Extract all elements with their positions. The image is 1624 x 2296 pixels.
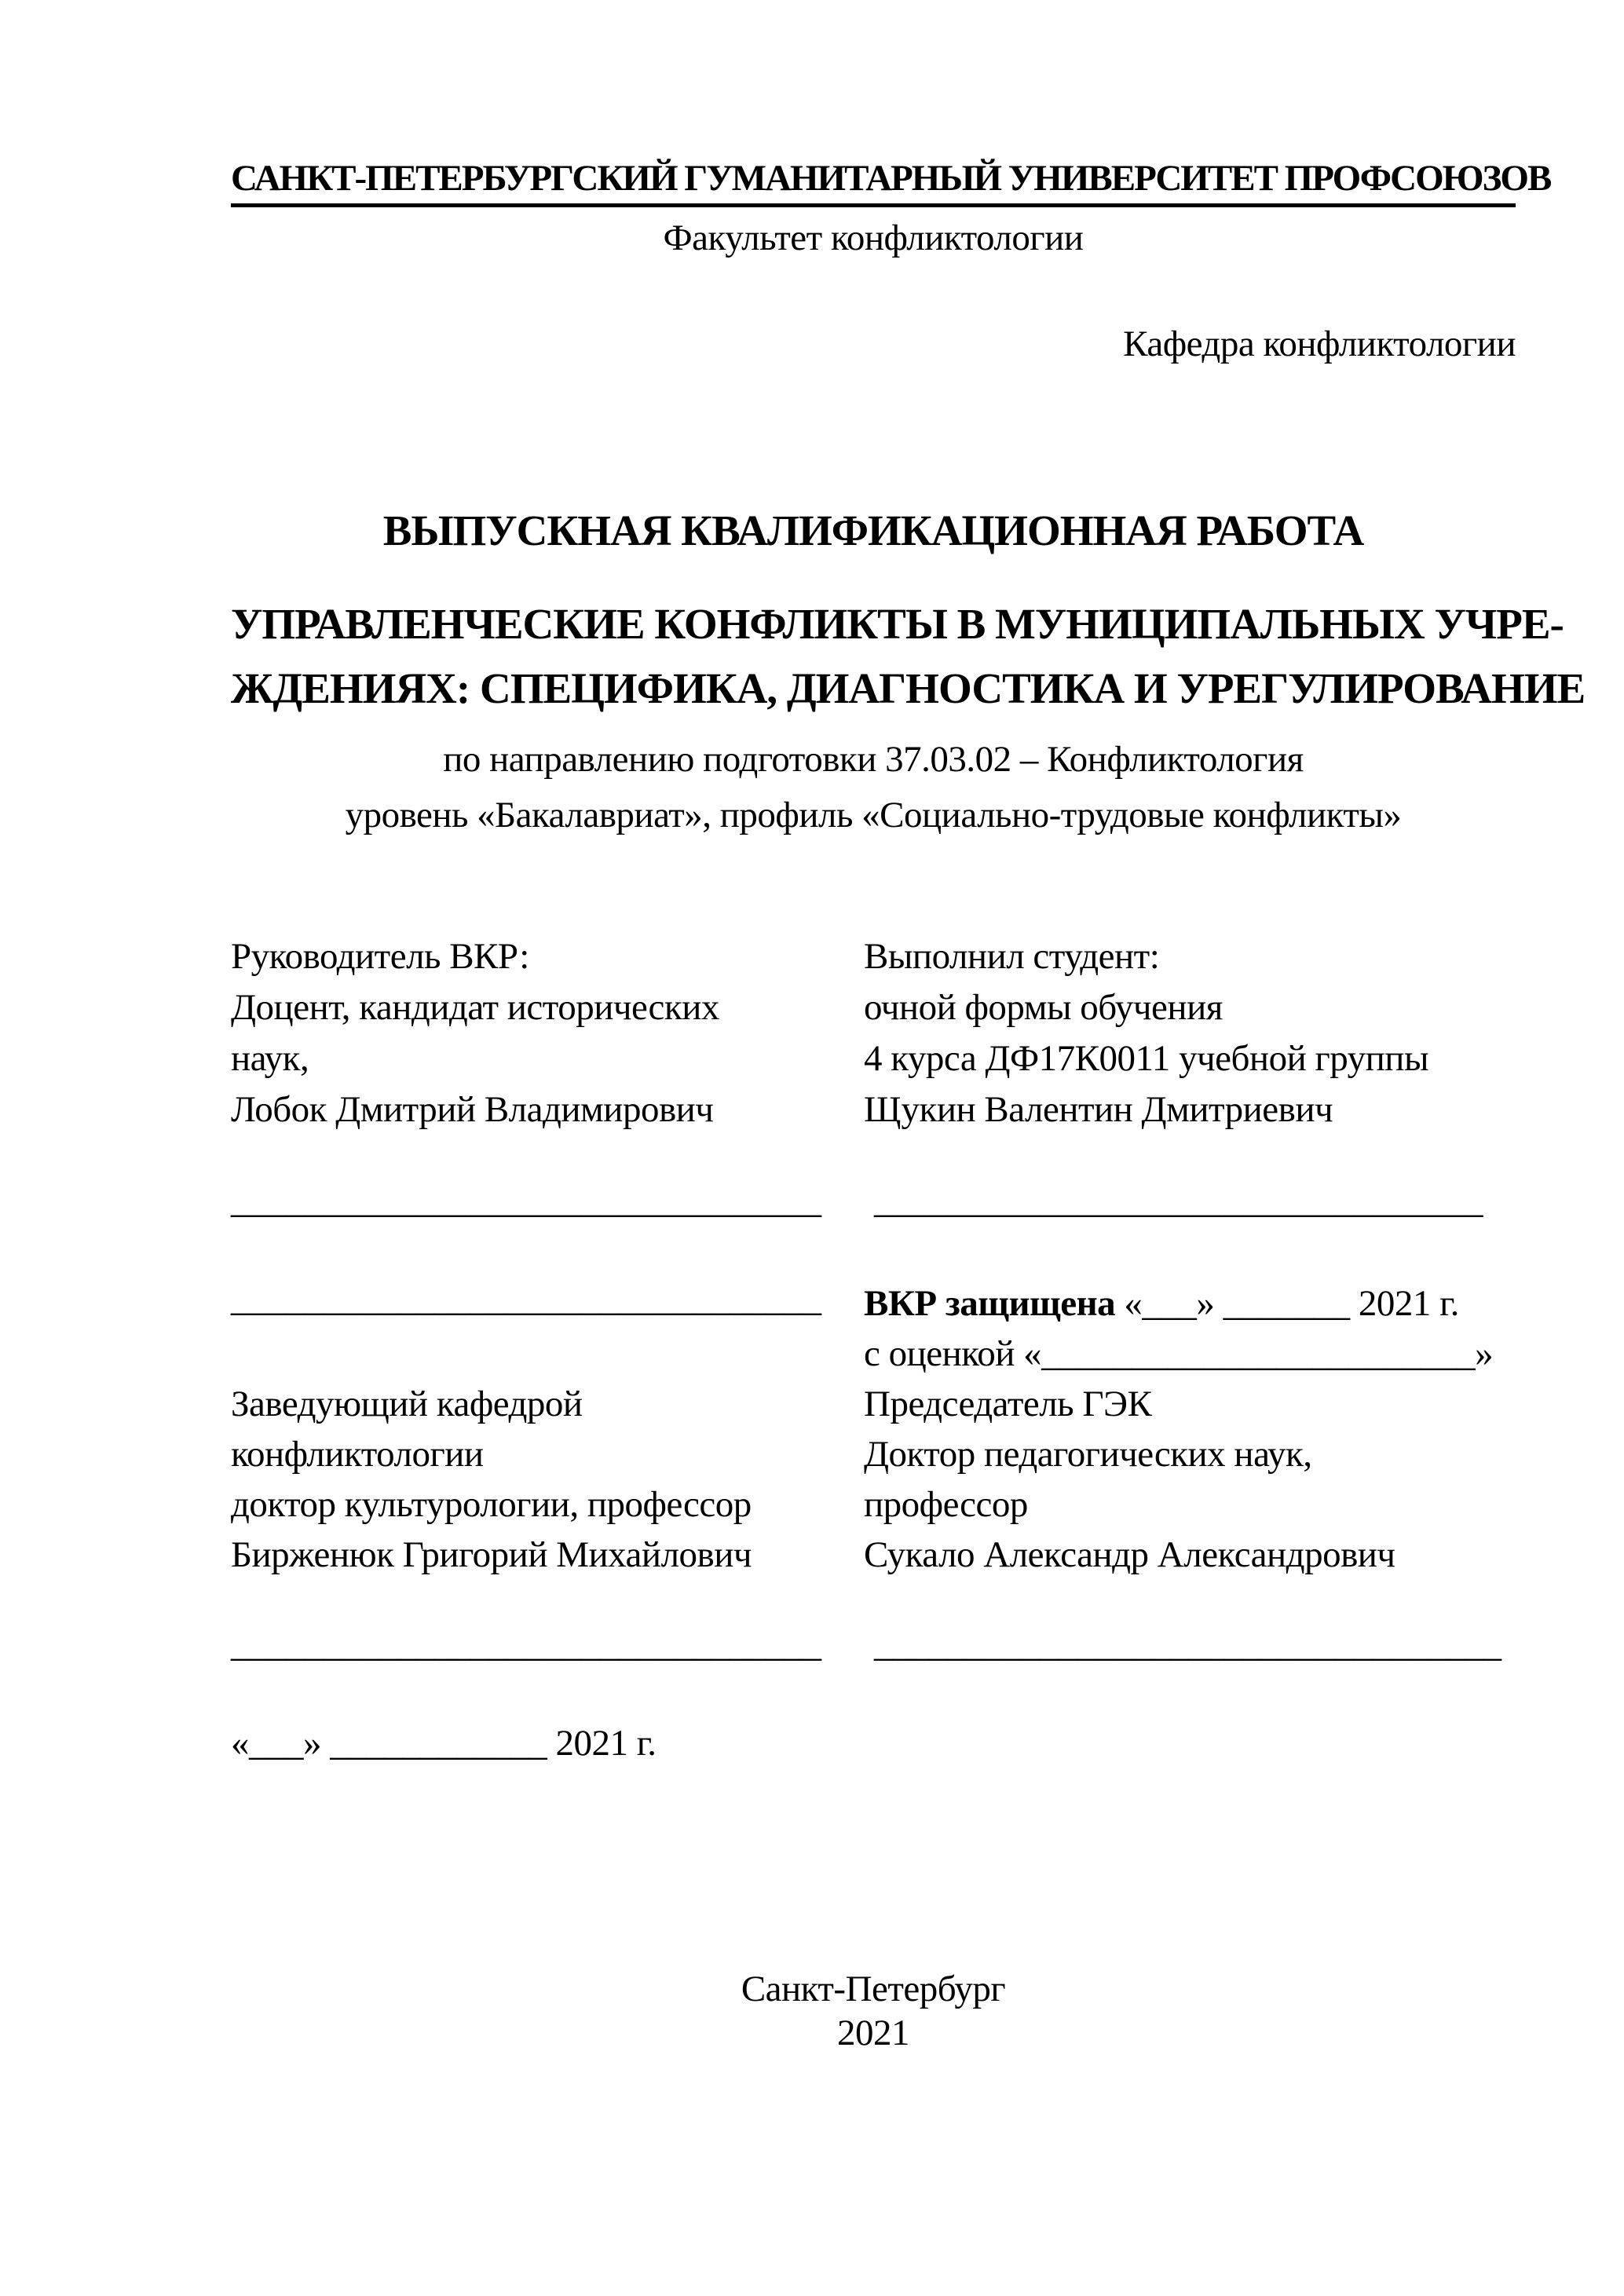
head-heading-line-1: Заведующий кафедрой [231,1384,583,1424]
gek-chair-heading: Председатель ГЭК [864,1384,1152,1424]
defense-date-blanks: «___» _______ 2021 г. [1115,1283,1459,1324]
year: 2021 [837,2013,909,2053]
level-profile-line: уровень «Бакалавриат», профиль «Социально-трудовые конфликты» [345,795,1402,835]
head-degree: доктор культурологии, профессор [231,1484,752,1525]
thesis-title-line-2: ЖДЕНИЯХ: СПЕЦИФИКА, ДИАГНОСТИКА И УРЕГУЛИРОВАНИЕ [231,664,1586,712]
gek-chair-title: профессор [864,1484,1028,1525]
head-heading-line-2: конфликтологии [231,1434,484,1475]
faculty-name: Факультет конфликтологии [663,218,1084,258]
university-name: САНКТ-ПЕТЕРБУРГСКИЙ ГУМАНИТАРНЫЙ УНИВЕРСИТЕТ ПРОФСОЮЗОВ [231,158,1551,199]
department-name: Кафедра конфликтологии [1123,324,1516,364]
gek-chair-degree: Доктор педагогических наук, [864,1434,1312,1475]
gek-chair-name: Сукало Александр Александрович [864,1534,1395,1575]
supervisor-signature-line: ________________________________ [231,1180,821,1221]
supervisor-name: Лобок Дмитрий Владимирович [231,1089,714,1130]
supervisor-signature-line-2: ________________________________ [231,1278,821,1319]
defense-date-label: ВКР защищена [864,1283,1116,1324]
supervisor-degree-line-1: Доцент, кандидат исторических [231,987,719,1028]
head-date-line: «___» ____________ 2021 г. [231,1723,657,1764]
student-heading: Выполнил студент: [864,936,1160,977]
city-name: Санкт-Петербург [741,1969,1006,2009]
supervisor-heading: Руководитель ВКР: [231,936,529,977]
thesis-title-line-1: УПРАВЛЕНЧЕСКИЕ КОНФЛИКТЫ В МУНИЦИПАЛЬНЫХ УЧРЕ- [231,600,1564,648]
student-info-line-1: очной формы обучения [864,987,1223,1028]
student-name: Щукин Валентин Дмитриевич [864,1089,1333,1130]
defense-grade-line: с оценкой «________________________» [864,1333,1494,1374]
thesis-title [231,592,1586,721]
head-signature-line: ________________________________ [231,1624,821,1665]
gek-chair-signature-line: __________________________________ [874,1624,1501,1665]
student-block [864,931,1428,1135]
city-year-block [231,1967,1516,2055]
student-signature-line: _________________________________ [874,1180,1483,1221]
defense-date-line [864,1278,1493,1329]
head-of-department-block [231,1379,752,1580]
student-info-line-2: 4 курса ДФ17К0011 учебной группы [864,1038,1429,1079]
head-name: Бирженюк Григорий Михайлович [231,1534,752,1575]
supervisor-block [231,931,719,1135]
defense-block [864,1278,1493,1580]
work-type-heading: ВЫПУСКНАЯ КВАЛИФИКАЦИОННАЯ РАБОТА [382,506,1364,554]
program-line: по направлению подготовки 37.03.02 – Конфликтология [443,739,1304,780]
supervisor-degree-line-2: наук, [231,1038,309,1079]
header-rule [231,203,1516,207]
